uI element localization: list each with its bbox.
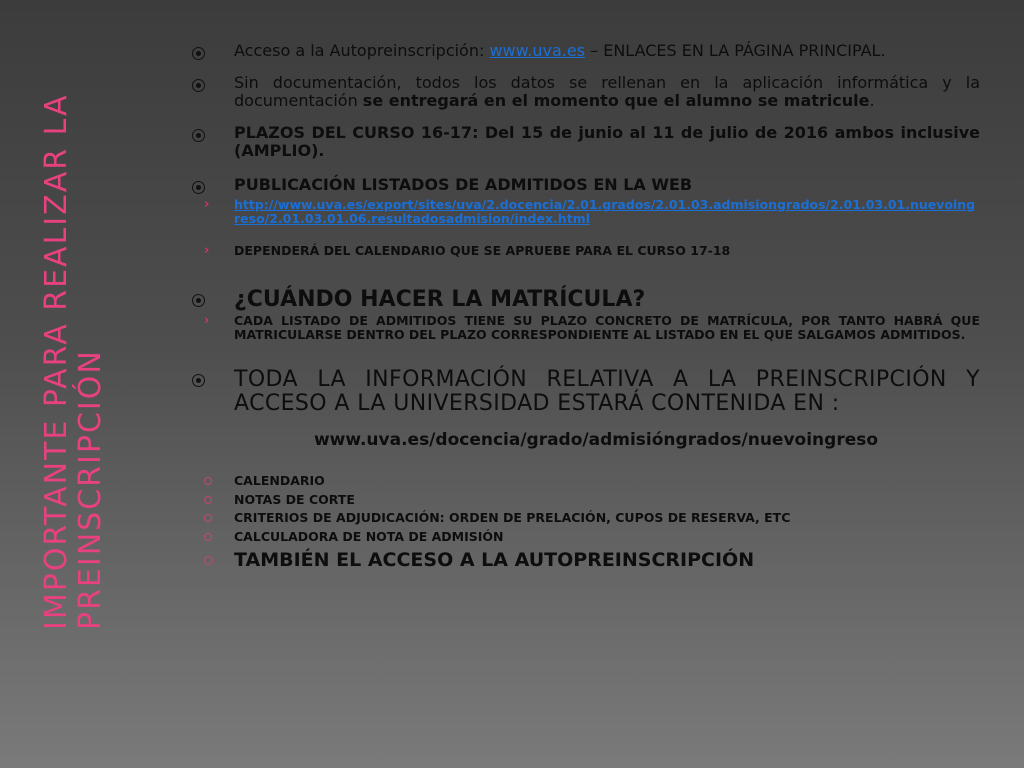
nodoc-text: Sin documentación, todos los datos se rellenan en la aplicación informática y la documentación <box>234 73 980 110</box>
publicacion-text: PUBLICACIÓN LISTADOS DE ADMITIDOS EN LA WEB <box>234 175 693 194</box>
ring-bullet-icon <box>204 477 212 485</box>
cuando-text: ¿CUÁNDO HACER LA MATRÍCULA? <box>234 287 646 312</box>
bullet-access <box>192 42 980 60</box>
chevron-right-icon: › <box>204 197 210 212</box>
bullet-icon <box>192 294 205 307</box>
cuando-sub-text: CADA LISTADO DE ADMITIDOS TIENE SU PLAZO CONCRETO DE MATRÍCULA, POR TANTO HABRÁ QUE MATRICULARSE DENTRO DEL PLAZO CORRESPONDIENTE AL LISTADO EN EL QUE SALGAMOS ADMITIDOS. <box>234 313 980 342</box>
bullet-toda <box>192 368 980 416</box>
list-item <box>192 491 980 510</box>
chevron-right-icon: › <box>204 313 210 328</box>
nodoc-end: . <box>869 91 875 110</box>
access-suffix: – ENLACES EN LA PÁGINA PRINCIPAL. <box>585 41 886 60</box>
slide-title: IMPORTANTE PARA REALIZAR LA PREINSCRIPCIÓN <box>39 93 108 630</box>
info-url: www.uva.es/docencia/grado/admisióngrados/nuevoingreso <box>313 430 879 450</box>
ring-bullet-icon <box>204 533 212 541</box>
list-item-label: NOTAS DE CORTE <box>234 491 355 507</box>
list-item-label: CALENDARIO <box>234 473 325 488</box>
ring-bullet-icon <box>204 514 212 522</box>
chevron-right-icon: › <box>204 243 210 258</box>
bullet-no-documentation <box>192 74 980 110</box>
bullet-icon <box>192 374 205 387</box>
list-item-label: TAMBIÉN EL ACCESO A LA AUTOPREINSCRIPCIÓN <box>234 549 755 571</box>
uva-link[interactable]: www.uva.es <box>489 41 586 60</box>
list-item-label: CRITERIOS DE ADJUDICACIÓN: ORDEN DE PRELACIÓN, CUPOS DE RESERVA, ETC <box>234 510 791 525</box>
bullet-icon <box>192 129 205 142</box>
bullet-cuando <box>192 288 980 312</box>
list-item <box>192 509 980 528</box>
bullet-plazos <box>192 124 980 160</box>
bullet-icon <box>192 181 205 194</box>
list-item <box>192 548 980 572</box>
access-prefix: Acceso a la Autopreinscripción: <box>234 41 490 60</box>
results-link[interactable]: http://www.uva.es/export/sites/uva/2.docencia/2.01.grados/2.01.03.admisiongrados/2.01.03.01.nuevoingreso/2.01.03.01.06.resultadosadmision/index.html <box>234 197 976 226</box>
ring-bullet-icon <box>204 496 212 504</box>
list-item <box>192 472 980 491</box>
bullet-publicacion <box>192 176 980 194</box>
plazos-label: PLAZOS DEL CURSO 16-17: <box>234 123 479 142</box>
sub-cuando <box>192 314 980 342</box>
bullet-icon <box>192 47 205 60</box>
list-item-label: CALCULADORA DE NOTA DE ADMISIÓN <box>234 528 504 544</box>
nodoc-bold: se entregará en el momento que el alumno se matricule <box>362 91 870 110</box>
sub-results-link <box>192 198 980 226</box>
depende-text: DEPENDERÁ DEL CALENDARIO QUE SE APRUEBE PARA EL CURSO 17-18 <box>234 243 731 258</box>
bullet-icon <box>192 79 205 92</box>
toda-text: TODA LA INFORMACIÓN RELATIVA A LA PREINSCRIPCIÓN Y ACCESO A LA UNIVERSIDAD ESTARÁ CONTENIDA EN : <box>234 367 980 416</box>
sub-depende <box>192 244 980 258</box>
list-item <box>192 528 980 547</box>
slide-content <box>192 42 980 572</box>
info-list <box>192 472 980 572</box>
plazos-text: Del 15 de junio al 11 de julio de 2016 ambos inclusive (AMPLIO). <box>234 123 980 160</box>
ring-bullet-icon <box>204 556 213 565</box>
